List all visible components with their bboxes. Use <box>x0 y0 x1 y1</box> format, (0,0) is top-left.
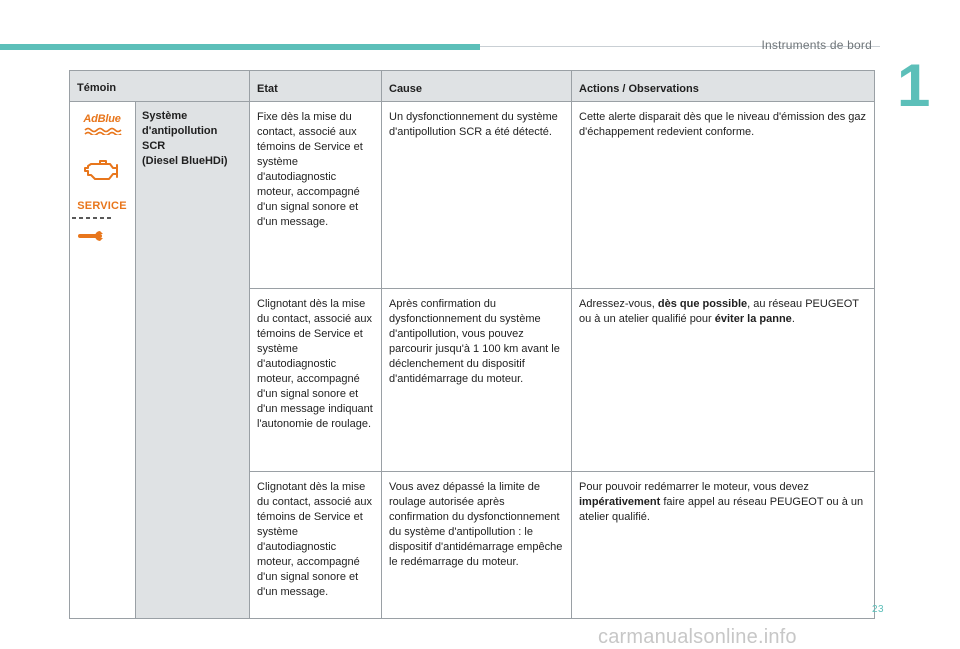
etat-cell: Clignotant dès la mise du contact, associé aux témoins de Service et système d'autodiagnostic moteur, accompagné d'un signal sonore et d'un message indiquant l'autonomie de roulage. <box>250 289 382 472</box>
chapter-number: 1 <box>897 52 931 119</box>
adblue-icon: AdBlue <box>70 114 134 140</box>
table-header-row <box>70 71 875 102</box>
header-etat: Etat <box>250 71 382 102</box>
header-temoin: Témoin <box>70 71 250 102</box>
service-wrench-icon: SERVICE <box>70 200 134 248</box>
warning-lights-table <box>69 70 875 619</box>
icons-cell <box>70 102 136 619</box>
header-actions: Actions / Observations <box>572 71 875 102</box>
page-number: 23 <box>872 604 885 615</box>
section-title: Instruments de bord <box>761 38 872 52</box>
system-cell: Système d'antipollution SCR (Diesel BlueHDi) <box>136 102 250 619</box>
cause-cell: Un dysfonctionnement du système d'antipollution SCR a été détecté. <box>382 102 572 289</box>
etat-cell: Fixe dès la mise du contact, associé aux témoins de Service et système d'autodiagnostic moteur, accompagné d'un signal sonore et d'un message. <box>250 102 382 289</box>
engine-check-icon <box>70 158 134 184</box>
action-cell: Adressez-vous, dès que possible, au réseau PEUGEOT ou à un atelier qualifié pour éviter la panne. <box>572 289 875 472</box>
action-cell: Pour pouvoir redémarrer le moteur, vous devez impérativement faire appel au réseau PEUGEOT ou à un atelier qualifié. <box>572 472 875 619</box>
action-cell: Cette alerte disparait dès que le niveau d'émission des gaz d'échappement redevient conforme. <box>572 102 875 289</box>
wrench-icon <box>70 227 116 243</box>
table-row <box>70 102 875 289</box>
top-accent-bar <box>0 44 480 50</box>
service-dashes <box>70 214 116 222</box>
cause-cell: Après confirmation du dysfonctionnement du système d'antipollution, vous pouvez parcourir jusqu'à 1 100 km avant le déclenchement du dispositif d'antidémarrage du moteur. <box>382 289 572 472</box>
watermark: carmanualsonline.info <box>598 626 797 648</box>
adblue-wave-icon <box>82 127 122 135</box>
header-cause: Cause <box>382 71 572 102</box>
etat-cell: Clignotant dès la mise du contact, associé aux témoins de Service et système d'autodiagnostic moteur, accompagné d'un signal sonore et d'un message. <box>250 472 382 619</box>
cause-cell: Vous avez dépassé la limite de roulage autorisée après confirmation du dysfonctionnement du système d'antipollution : le dispositif d'antidémarrage empêche le redémarrage du moteur. <box>382 472 572 619</box>
